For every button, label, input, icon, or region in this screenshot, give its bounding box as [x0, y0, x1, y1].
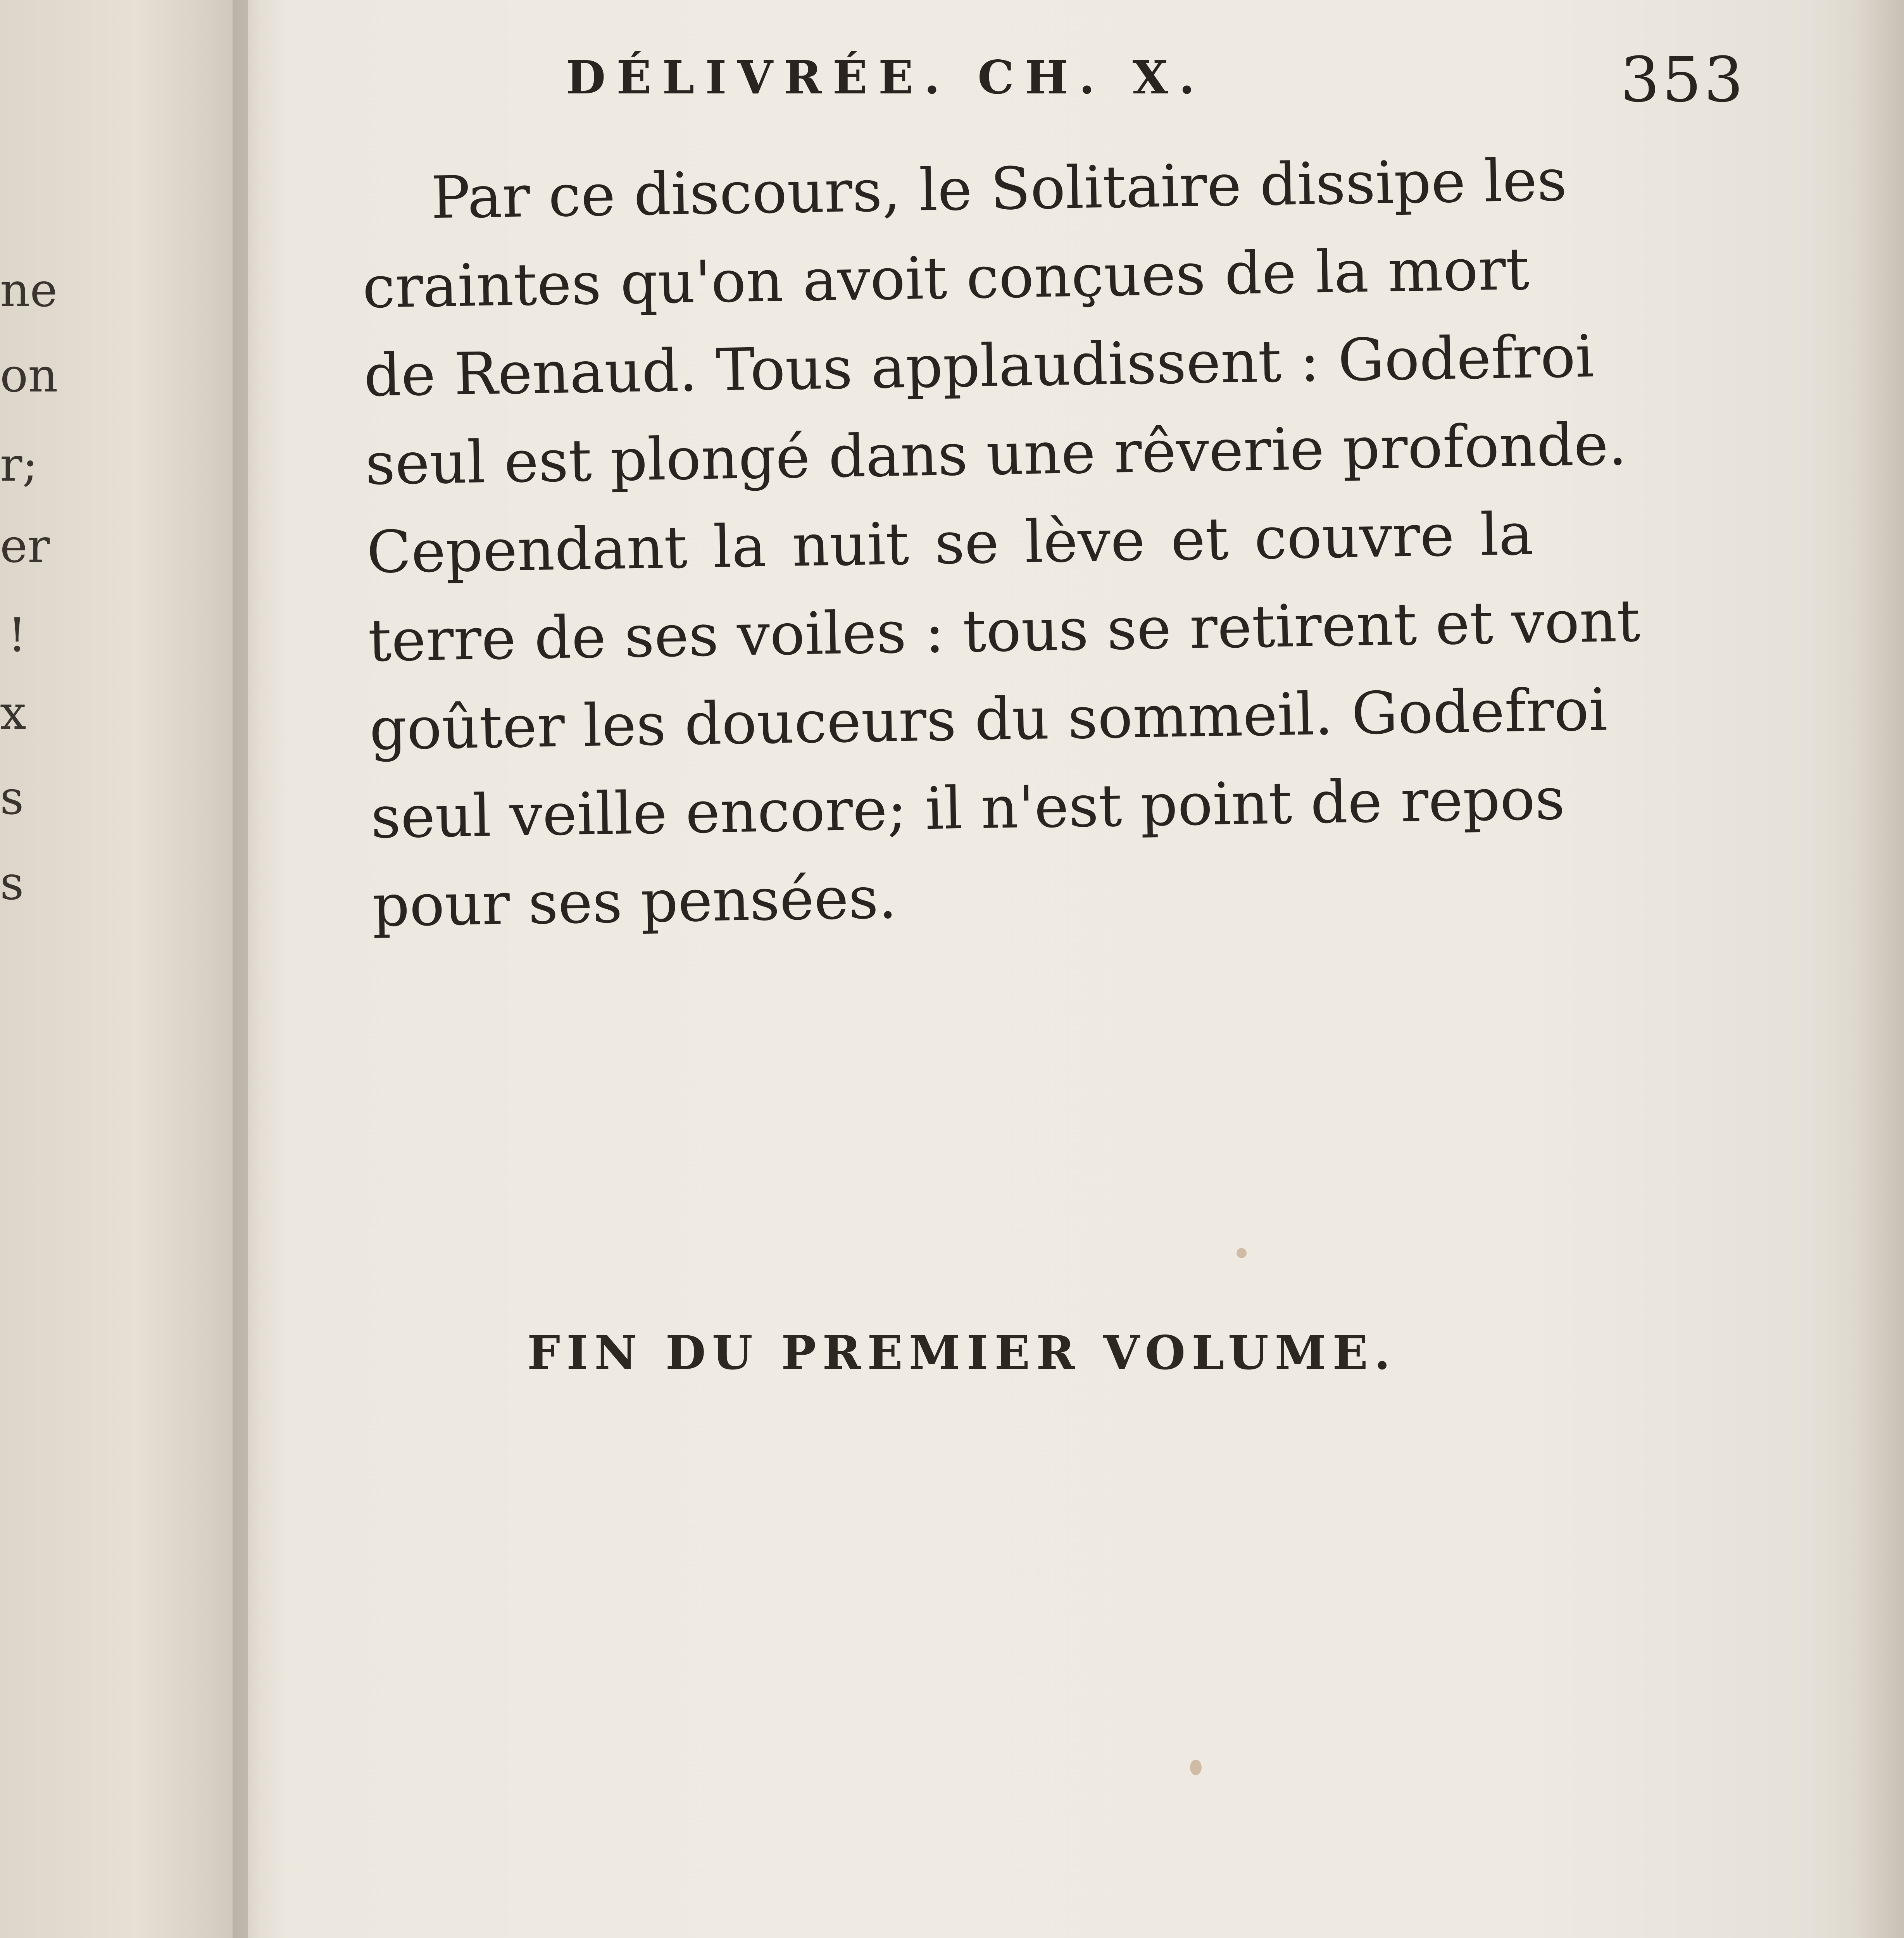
end-of-volume-note: FIN DU PREMIER VOLUME. [527, 1326, 1397, 1380]
body-line-3: de Renaud. Tous applaudissent : Godefroi [363, 323, 1595, 410]
fragment-7: s [0, 771, 24, 825]
page-edge-shadow [1857, 0, 1904, 1938]
foxing-spot [1237, 1248, 1247, 1258]
body-line-8: seul veille encore; il n'est point de repos [370, 765, 1566, 852]
previous-page-text-fragments [0, 0, 248, 1938]
fragment-4: er [0, 519, 50, 573]
page-number: 353 [1620, 43, 1746, 116]
foxing-spot [1190, 1760, 1202, 1775]
running-head-title: DÉLIVRÉE. CH. X. [566, 50, 1206, 104]
fragment-1: ne [0, 264, 58, 317]
body-line-2: craintes qu'on avoit conçues de la mort [362, 235, 1530, 321]
body-paragraph [360, 137, 1641, 950]
body-line-4: seul est plongé dans une rêverie profonde. [365, 410, 1628, 498]
body-line-6: terre de ses voiles : tous se retirent et vont [367, 587, 1641, 675]
current-page [349, 0, 1746, 1938]
running-head [566, 43, 1876, 116]
fragment-3: r; [0, 438, 38, 492]
body-line-5: Cependant la nuit se lève et couvre la [366, 500, 1534, 586]
previous-page [0, 0, 248, 1938]
fragment-6: x [0, 686, 26, 740]
body-line-1: Par ce discours, le Solitaire dissipe les [430, 147, 1568, 232]
fragment-8: s [0, 857, 24, 910]
book-gutter-shadow [233, 0, 287, 1938]
fragment-5: ! [8, 609, 27, 662]
body-line-7: goûter les douceurs du sommeil. Godefroi [369, 676, 1608, 763]
body-line-9: pour ses pensées. [372, 864, 897, 940]
fragment-2: on [0, 349, 58, 403]
